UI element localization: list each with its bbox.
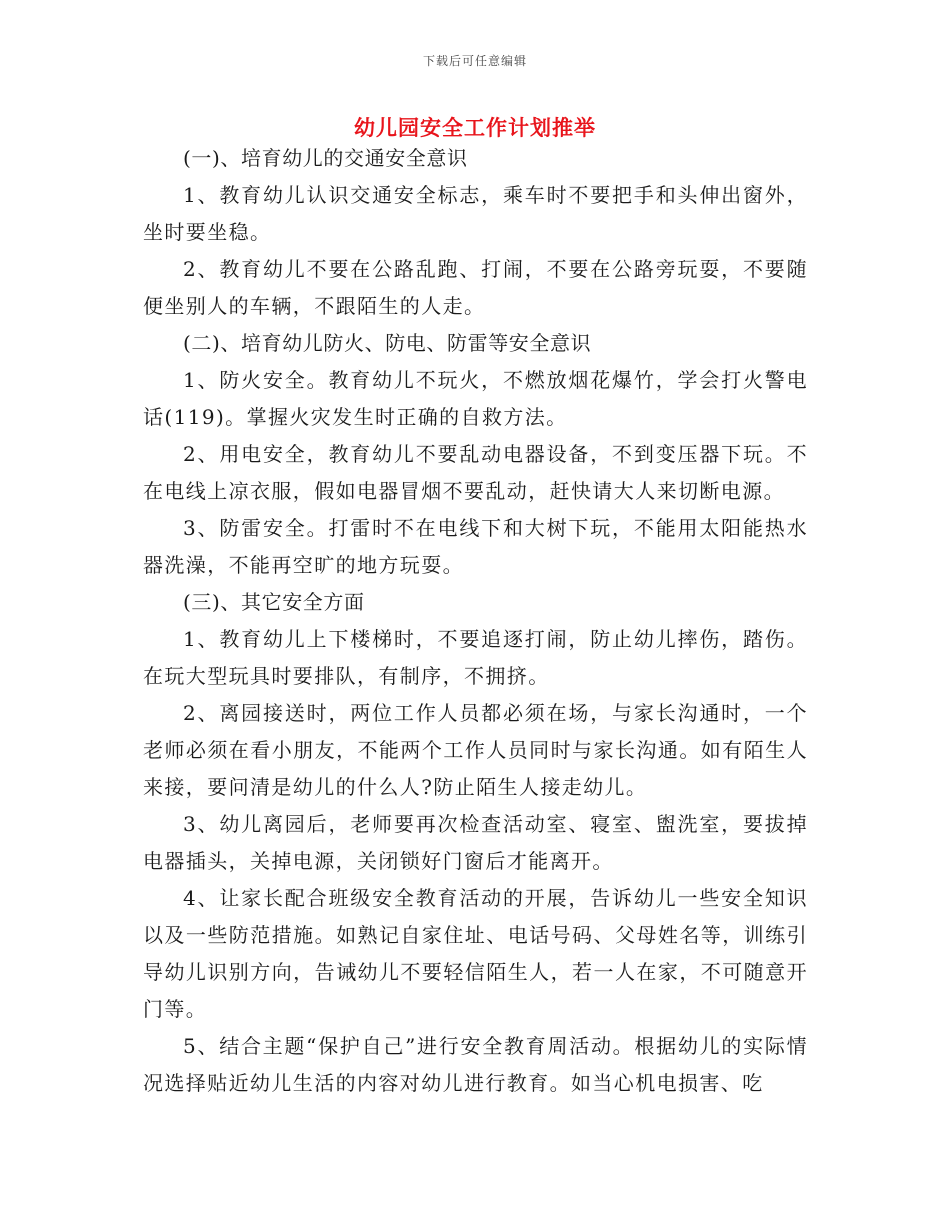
paragraph: 1、教育幼儿上下楼梯时，不要追逐打闹，防止幼儿摔伤，踏伤。在玩大型玩具时要排队，有制序，不拥挤。 (143, 627, 808, 688)
page-header: 下载后可任意编辑 (422, 54, 527, 68)
paragraph: 2、用电安全，教育幼儿不要乱动电器设备，不到变压器下玩。不在电线上凉衣服，假如电器冒烟不要乱动，赶快请大人来切断电源。 (143, 442, 808, 503)
paragraph: 3、幼儿离园后，老师要再次检查活动室、寝室、盥洗室，要拔掉电器插头，关掉电源，关闭锁好门窗后才能离开。 (143, 812, 808, 873)
paragraph: 1、教育幼儿认识交通安全标志，乘车时不要把手和头伸出窗外，坐时要坐稳。 (143, 183, 808, 244)
section-heading-3: (三)、其它安全方面 (183, 590, 365, 614)
document-title: 幼儿园安全工作计划推举 (354, 115, 596, 140)
document-body (143, 140, 808, 1102)
section-heading-1: (一)、培育幼儿的交通安全意识 (183, 146, 468, 170)
paragraph: 2、教育幼儿不要在公路乱跑、打闹，不要在公路旁玩耍，不要随便坐别人的车辆，不跟陌生的人走。 (143, 257, 808, 318)
paragraph: 4、让家长配合班级安全教育活动的开展，告诉幼儿一些安全知识以及一些防范措施。如熟记自家住址、电话号码、父母姓名等，训练引导幼儿识别方向，告诫幼儿不要轻信陌生人，若一人在家，不可随意开门等。 (143, 886, 808, 1021)
paragraph: 5、结合主题“保护自己”进行安全教育周活动。根据幼儿的实际情况选择贴近幼儿生活的内容对幼儿进行教育。如当心机电损害、吃 (143, 1034, 808, 1095)
section-heading-2: (二)、培育幼儿防火、防电、防雷等安全意识 (183, 331, 592, 355)
paragraph: 2、离园接送时，两位工作人员都必须在场，与家长沟通时，一个老师必须在看小朋友，不能两个工作人员同时与家长沟通。如有陌生人来接，要问清是幼儿的什么人?防止陌生人接走幼儿。 (143, 701, 808, 799)
paragraph: 1、防火安全。教育幼儿不玩火，不燃放烟花爆竹，学会打火警电话(119)。掌握火灾发生时正确的自救方法。 (143, 368, 808, 429)
paragraph: 3、防雷安全。打雷时不在电线下和大树下玩，不能用太阳能热水器洗澡，不能再空旷的地方玩耍。 (143, 516, 808, 577)
